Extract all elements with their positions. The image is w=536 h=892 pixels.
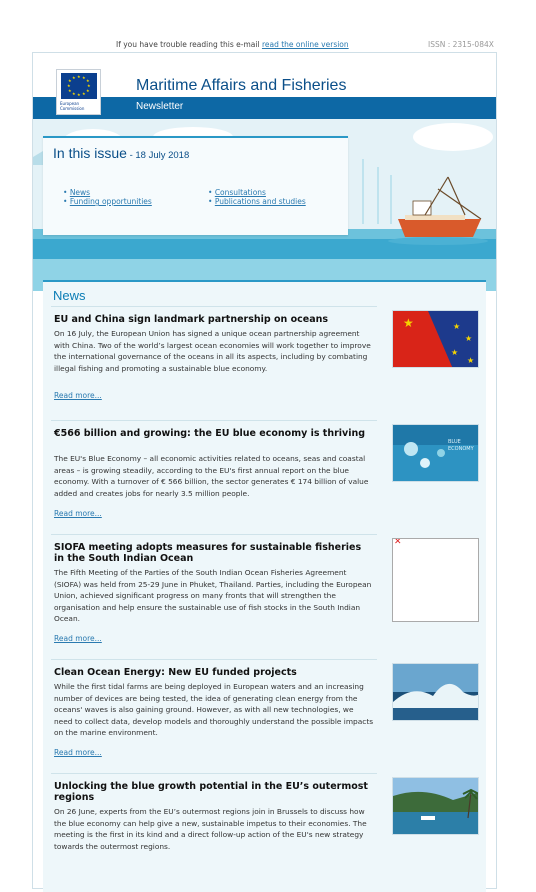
issn-number: ISSN : 2315-084X	[428, 40, 494, 49]
eu-flag-icon: ★ ★ ★ ★ ★ ★ ★ ★ ★ ★ ★ ★	[61, 73, 97, 99]
svg-text:★: ★	[451, 348, 459, 357]
article-title[interactable]: EU and China sign landmark partnership on oceans	[54, 314, 329, 325]
article-divider	[51, 420, 377, 421]
toc-link-news[interactable]: News	[69, 188, 91, 197]
article-divider	[51, 534, 377, 535]
article-title[interactable]: SIOFA meeting adopts measures for sustainable fisheries in the South Indian Ocean	[54, 542, 362, 564]
newsletter-header	[33, 53, 496, 121]
article-divider	[51, 306, 377, 307]
toc-link-consultations[interactable]: Consultations	[214, 188, 266, 197]
newsletter-frame	[32, 52, 497, 889]
svg-text:★: ★	[465, 334, 473, 343]
article-title[interactable]: Clean Ocean Energy: New EU funded projects	[54, 667, 297, 678]
article-title[interactable]: €566 billion and growing: the EU blue economy is thriving	[54, 428, 366, 439]
newsletter-subtitle: Newsletter	[136, 101, 184, 112]
eu-china-flags-image[interactable]	[392, 310, 479, 368]
toc-link-publications[interactable]: Publications and studies	[214, 197, 306, 206]
article-divider	[51, 773, 377, 774]
article-title[interactable]: Unlocking the blue growth potential in the EU’s outermost regions	[54, 781, 368, 803]
toc-right-column: • Consultations • Publications and studies	[208, 188, 306, 206]
read-more-link[interactable]: Read more...	[54, 509, 102, 518]
article-body: On 26 June, experts from the EU’s outermost regions join in Brussels to discuss how the blue economy can help give a new, sustainable impetus to their economies. The meeting is the first in its kind and a direct follow-up action of the EU's new strategy towards the outermost regions.	[54, 807, 367, 851]
article-body: The EU's Blue Economy – all economic activities related to oceans, seas and coastal areas – is growing steadily, according to the EU's first annual report on the blue economy. With a turnover of € 566 billion, the sector generates € 174 billion of value added and creates jobs for nearly 3.5 million people.	[54, 454, 369, 498]
svg-text:★: ★	[453, 322, 461, 331]
online-version-link[interactable]: read the online version	[261, 40, 349, 49]
svg-text:★: ★	[403, 316, 414, 330]
european-commission-logo	[56, 69, 101, 115]
toc-link-funding[interactable]: Funding opportunities	[69, 197, 152, 206]
svg-text:BLUE: BLUE	[448, 439, 461, 445]
in-this-issue-box	[43, 136, 348, 235]
header-blue-band	[33, 97, 496, 119]
tropical-bay-image[interactable]	[392, 777, 479, 835]
article-body: On 16 July, the European Union has signed a unique ocean partnership agreement with China. Two of the world’s largest ocean economies will work together to improve the international governance of the oceans in all its aspects, including by combating illegal fishing and promoting a sustainable blue economy.	[54, 329, 371, 373]
news-section	[43, 280, 486, 892]
ocean-wave-image[interactable]	[392, 663, 479, 721]
toc-left-column: • News • Funding opportunities	[63, 188, 152, 206]
newsletter-title: Maritime Affairs and Fisheries	[136, 77, 347, 94]
svg-text:★: ★	[467, 356, 475, 365]
in-this-issue-heading: In this issue - 18 July 2018	[53, 145, 190, 161]
article-body: While the first tidal farms are being deployed in European waters and an increasing number of devices are being tested, the idea of generating clean energy from the oceans' waves is also gaining ground. However, as with all new technologies, we need to collect data, develop models and thoroughly understand the possible impacts on the marine environment.	[54, 682, 374, 738]
read-more-link[interactable]: Read more...	[54, 634, 102, 643]
news-heading: News	[53, 288, 86, 303]
article-divider	[51, 659, 377, 660]
logo-caption: European Commission	[60, 101, 85, 111]
broken-image[interactable]	[392, 538, 479, 622]
read-more-link[interactable]: Read more...	[54, 748, 102, 757]
trouble-reading-message: If you have trouble reading this e-mail read the online version	[116, 40, 349, 49]
article-body: The Fifth Meeting of the Parties of the South Indian Ocean Fisheries Agreement (SIOFA) was held from 25-29 June in Phuket, Thailand. Parties, including the European Union, achieved significant progress on many fronts that will strengthen the organisation and help ensure the sustainable use of fish stocks in the South Indian Ocean.	[54, 568, 372, 624]
read-more-link[interactable]: Read more...	[54, 391, 102, 400]
blue-economy-report-image[interactable]	[392, 424, 479, 482]
issue-date: - 18 July 2018	[126, 150, 190, 161]
svg-text:ECONOMY: ECONOMY	[448, 446, 474, 452]
broken-image-icon: ✕	[394, 538, 402, 547]
